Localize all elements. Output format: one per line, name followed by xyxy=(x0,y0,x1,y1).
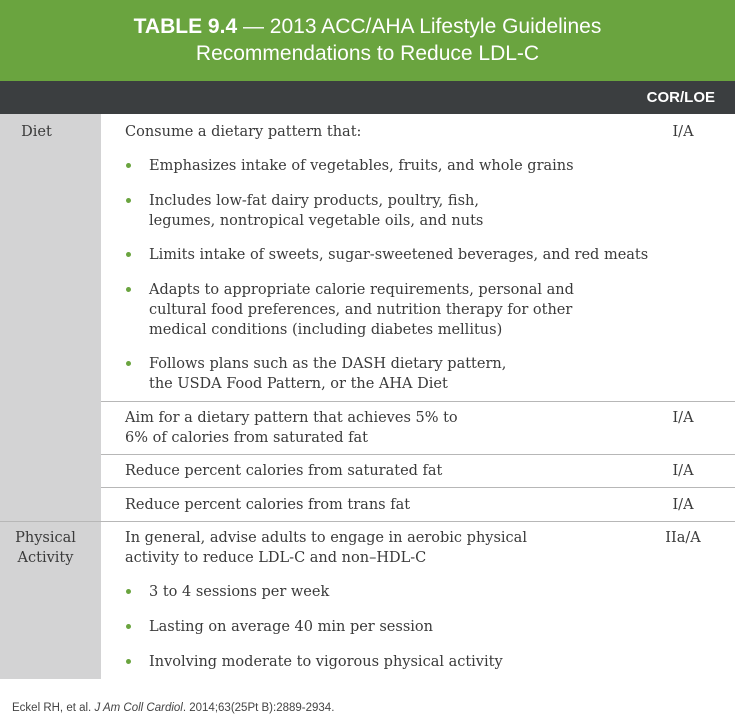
diet-bullet-1: Emphasizes intake of vegetables, fruits, and whole grains xyxy=(149,158,574,174)
title-line-1 xyxy=(0,13,735,40)
diet-bullet-3: Limits intake of sweets, sugar-sweetened beverages, and red meats xyxy=(149,247,649,263)
section-divider xyxy=(0,521,735,522)
citation-journal: J Am Coll Cardiol xyxy=(94,702,183,714)
diet-aim-line-2: 6% of calories from saturated fat xyxy=(125,430,369,446)
row-divider xyxy=(101,401,735,402)
title-line-2: Recommendations to Reduce LDL-C xyxy=(195,42,540,65)
category-physical-line-1: Physical xyxy=(15,530,76,546)
diet-trans-fat-cor: I/A xyxy=(672,497,694,513)
citation-authors: Eckel RH, et al. xyxy=(12,702,95,714)
bullet-icon xyxy=(126,287,131,292)
bullet-icon xyxy=(126,624,131,629)
diet-aim-line-1: Aim for a dietary pattern that achieves 5% to xyxy=(125,410,458,426)
title-text: — 2013 ACC/AHA Lifestyle Guidelines xyxy=(237,15,602,38)
diet-intro: Consume a dietary pattern that: xyxy=(125,124,362,140)
table-title xyxy=(0,0,735,81)
citation-details: . 2014;63(25Pt B):2889-2934. xyxy=(182,702,335,714)
diet-intro-cor: I/A xyxy=(672,124,694,140)
citation-footnote xyxy=(12,702,334,714)
diet-bullet-4-line-2: cultural food preferences, and nutrition therapy for other xyxy=(149,302,573,318)
cor-loe-header: COR/LOE xyxy=(646,89,715,106)
diet-saturated-fat-cor: I/A xyxy=(672,463,694,479)
physical-intro-cor: IIa/A xyxy=(665,530,701,546)
bullet-icon xyxy=(126,252,131,257)
physical-intro-line-1: In general, advise adults to engage in aerobic physical xyxy=(125,530,527,546)
bullet-icon xyxy=(126,659,131,664)
bullet-icon xyxy=(126,198,131,203)
row-divider xyxy=(101,454,735,455)
diet-trans-fat: Reduce percent calories from trans fat xyxy=(125,497,411,513)
diet-saturated-fat: Reduce percent calories from saturated fat xyxy=(125,463,443,479)
diet-bullet-5-line-1: Follows plans such as the DASH dietary pattern, xyxy=(149,356,507,372)
diet-bullet-4-line-1: Adapts to appropriate calorie requirements, personal and xyxy=(149,282,574,298)
bullet-icon xyxy=(126,361,131,366)
table-header xyxy=(0,81,735,114)
category-column xyxy=(0,114,101,679)
category-physical-activity xyxy=(0,528,96,568)
bullet-icon xyxy=(126,589,131,594)
physical-bullet-3: Involving moderate to vigorous physical activity xyxy=(149,654,503,670)
bullet-icon xyxy=(126,163,131,168)
physical-intro-line-2: activity to reduce LDL-C and non–HDL-C xyxy=(125,550,427,566)
row-divider xyxy=(101,487,735,488)
category-physical-line-2: Activity xyxy=(17,550,74,566)
diet-bullet-2-line-1: Includes low-fat dairy products, poultry, fish, xyxy=(149,193,479,209)
physical-bullet-2: Lasting on average 40 min per session xyxy=(149,619,433,635)
diet-bullet-2-line-2: legumes, nontropical vegetable oils, and nuts xyxy=(149,213,484,229)
diet-bullet-5-line-2: the USDA Food Pattern, or the AHA Diet xyxy=(149,376,448,392)
diet-aim-cor: I/A xyxy=(672,410,694,426)
table-number: TABLE 9.4 xyxy=(133,15,238,38)
physical-bullet-1: 3 to 4 sessions per week xyxy=(149,584,330,600)
category-diet: Diet xyxy=(21,124,52,140)
diet-bullet-4-line-3: medical conditions (including diabetes mellitus) xyxy=(149,322,503,338)
